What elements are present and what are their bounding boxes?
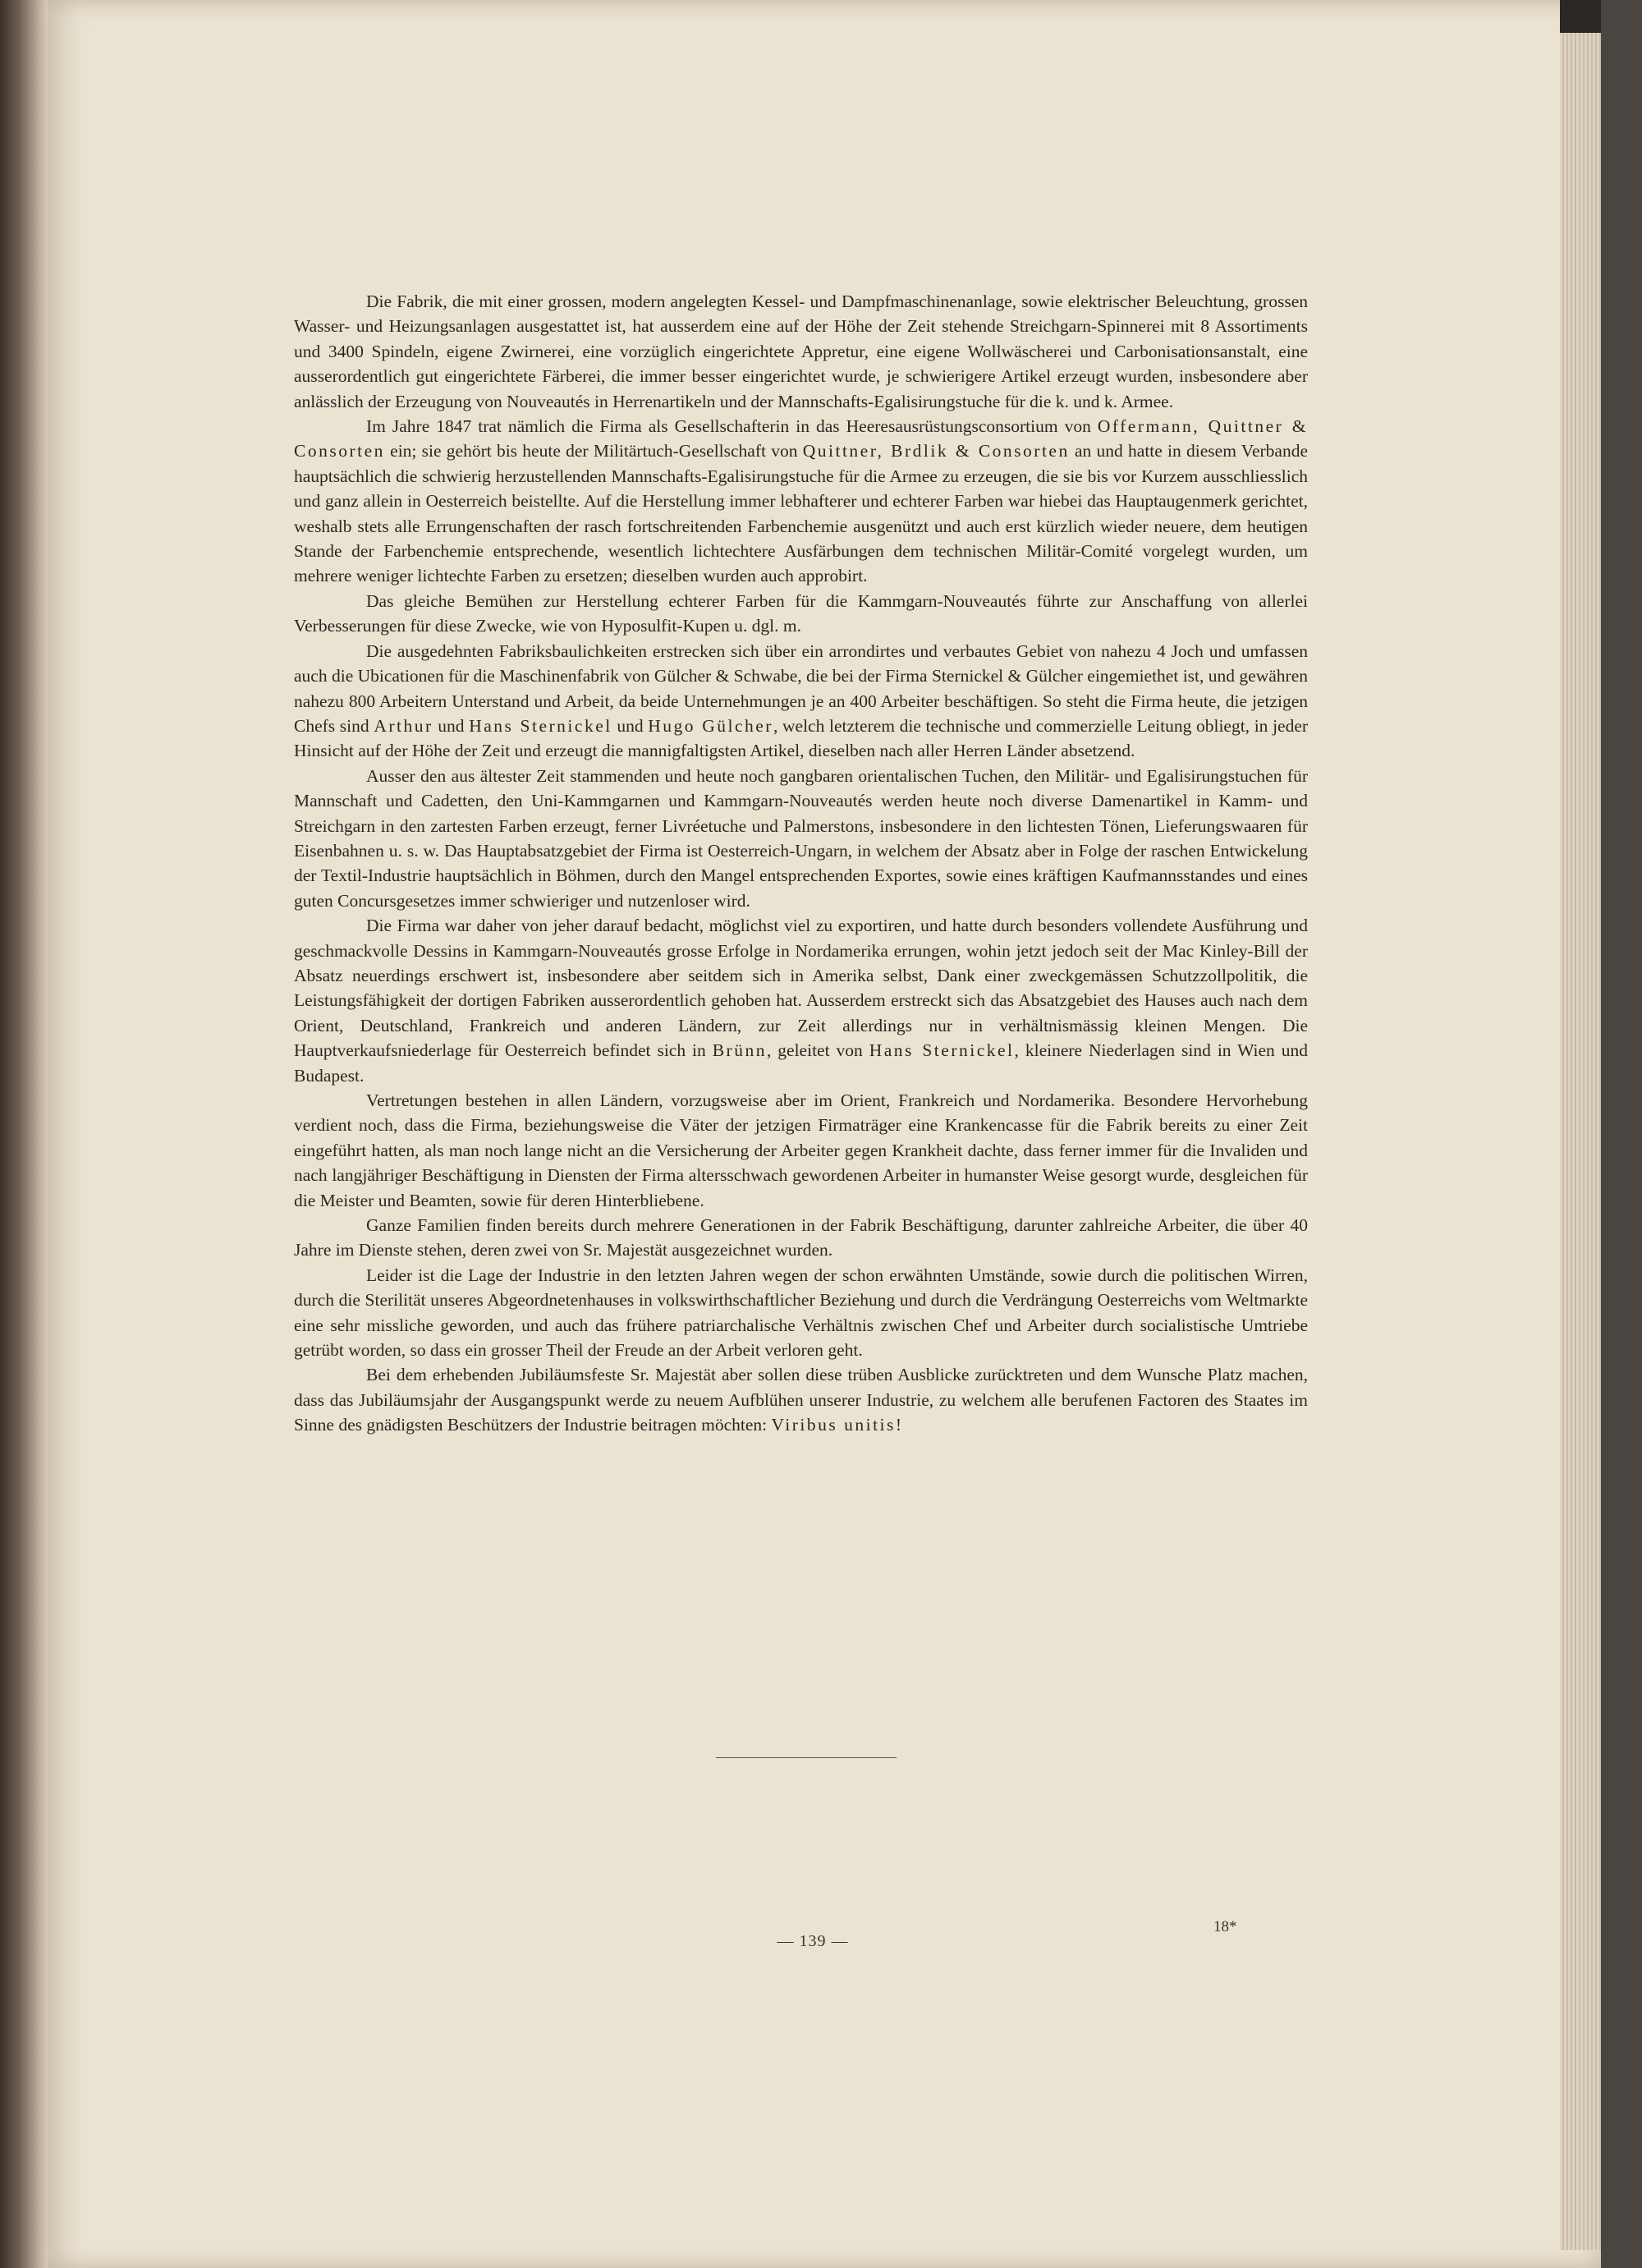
text-run: , welch letzterem die technische und commerzielle Leitung obliegt, in jeder Hinsicht auf der Höhe der Zeit und erzeugt die mannigfaltigsten Artikel, dieselben nach aller Herren Länder absetzend.	[294, 715, 1309, 761]
spaced-name: Hugo Gülcher	[648, 715, 773, 736]
spaced-name: Arthur	[374, 715, 433, 736]
text-run: und	[433, 715, 470, 736]
paragraph	[294, 764, 1308, 913]
text-run: Im Jahre 1847 trat nämlich die Firma als Gesellschafterin in das Heeresausrüstungsconsortium von	[366, 416, 1098, 437]
text-run: ein; sie gehört bis heute der Militärtuch-Gesellschaft von	[384, 441, 803, 461]
spaced-name: Offermann, Quittner & Consorten	[294, 416, 1308, 461]
paragraph	[294, 1213, 1308, 1263]
spaced-name: Quittner, Brdlik & Consorten	[802, 441, 1070, 461]
spaced-name: Viribus unitis!	[771, 1415, 904, 1435]
closing-rule	[716, 1757, 897, 1758]
paragraph	[294, 1263, 1308, 1363]
text-run: Vertretungen bestehen in allen Ländern, vorzugsweise aber im Orient, Frankreich und Nordamerika. Besondere Hervorhebung verdient noch, dass die Firma, beziehungsweise die Väter der jetzigen Firmaträger eine Krankencasse für die Fabrik bereits zu einer Zeit eingeführt hatten, als man noch lange nicht an die Versicherung der Arbeiter gegen Krankheit dachte, dass ferner immer für die Invaliden und nach langjähriger Beschäftigung in Diensten der Firma altersschwach gewordenen Arbeiter in humanster Weise gesorgt wurde, desgleichen für die Meister und Beamten, sowie für deren Hinterbliebene.	[294, 1090, 1308, 1210]
paragraph	[294, 414, 1308, 589]
paragraph	[294, 1088, 1308, 1213]
book-binding	[0, 0, 48, 2268]
text-run: an und hatte in diesem Verbande hauptsächlich die schwierig herzustellenden Mannschafts-Egalisirungstuche für die Armee zu erzeugen, die sie bis vor Kurzem ausschliesslich und ganz allein in Oesterreich beistellte. Auf die Herstellung immer lebhafterer und echterer Farben war hiebei das Hauptaugenmerk gerichtet, weshalb stets alle Errungenschaften der rasch fortschreitenden Farbenchemie ausgenützt und auch erst kürzlich wieder neuere, dem heutigen Stande der Farbenchemie entsprechende, wesentlich lichtechtere Ausfärbungen dem technischen Militär-Comité vorgelegt wurden, um mehrere weniger lichtechte Farben zu ersetzen; dieselben wurden auch approbirt.	[294, 441, 1308, 586]
body-text	[294, 289, 1308, 1438]
text-run: Die Fabrik, die mit einer grossen, modern angelegten Kessel- und Dampfmaschinenanlage, sowie elektrischer Beleuchtung, grossen Wasser- und Heizungsanlagen ausgestattet ist, hat ausserdem eine auf der Höhe der Zeit stehende Streichgarn-Spinnerei mit 8 Assortiments und 3400 Spindeln, eigene Zwirnerei, eine vorzüglich eingerichtete Appretur, eine eigene Wollwäscherei und Carbonisationsanstalt, eine ausserordentlich gut eingerichtete Färberei, die immer besser eingerichtet wurde, je schwierigere Artikel erzeugt wurden, insbesondere aber anlässlich der Erzeugung von Nouveautés in Herrenartikeln und der Mannschafts-Egalisirungstuche für die k. und k. Armee.	[294, 292, 1308, 411]
paragraph	[294, 589, 1308, 639]
page-number: — 139 —	[777, 1932, 849, 1950]
text-run: , geleitet von	[766, 1040, 869, 1061]
text-run: und	[612, 715, 649, 736]
text-run: Das gleiche Bemühen zur Herstellung echterer Farben für die Kammgarn-Nouveautés führte zur Anschaffung von allerlei Verbesserungen für diese Zwecke, wie von Hyposulfit-Kupen u. dgl. m.	[294, 590, 1308, 636]
text-run: Die Firma war daher von jeher darauf bedacht, möglichst viel zu exportiren, und hatte durch besonders vollendete Ausführung und geschmackvolle Dessins in Kammgarn-Nouveautés grosse Erfolge in Nordamerika errungen, wohin jetzt jedoch seit der Mac Kinley-Bill der Absatz neuerdings erschwert ist, insbesondere aber seitdem sich in Amerika selbst, Dank einer zweckgemässen Schutzzollpolitik, die Leistungsfähigkeit der dortigen Fabriken ausserordentlich gehoben hat. Ausserdem erstreckt sich das Absatzgebiet des Hauses auch nach dem Orient, Deutschland, Frankreich und anderen Ländern, zur Zeit allerdings nur in verhältnismässig kleinen Mengen. Die Hauptverkaufsniederlage für Oesterreich befindet sich in	[294, 916, 1308, 1061]
spaced-name: Hans Sternickel	[469, 715, 612, 736]
text-run: Die ausgedehnten Fabriksbaulichkeiten erstrecken sich über ein arrondirtes und verbautes Gebiet von nahezu 4 Joch und umfassen auch die Ubicationen für die Maschinenfabrik von Gülcher & Schwabe, die bei der Firma Sternickel & Gülcher eingemiethet ist, und gewähren nahezu 800 Arbeitern Unterstand und Arbeit, da beide Unternehmungen je an 400 Arbeiter beschäftigen. So steht die Firma heute, die jetzigen Chefs sind	[294, 640, 1308, 736]
text-run: , kleinere Niederlagen sind in Wien und Budapest.	[294, 1040, 1308, 1086]
paragraph	[294, 1362, 1308, 1437]
signature-mark: 18*	[1213, 1918, 1237, 1935]
text-run: Ausser den aus ältester Zeit stammenden und heute noch gangbaren orientalischen Tuchen, den Militär- und Egalisirungstuchen für Mannschaft und Cadetten, den Uni-Kammgarnen und Kammgarn-Nouveautés werden heute noch diverse Damenartikel in Kamm- und Streichgarn in den zartesten Farben erzeugt, ferner Livréetuche und Palmerstons, insbesondere in den lichtesten Tönen, Lieferungswaaren für Eisenbahnen u. s. w. Das Hauptabsatzgebiet der Firma ist Oesterreich-Ungarn, in welchem der Absatz aber in Folge der raschen Entwickelung der Textil-Industrie hauptsächlich in Böhmen, durch den Mangel entsprechenden Exportes, sowie eines kräftigen Kaufmannsstandes und eines guten Concursgesetzes immer schwieriger und nutzenloser wird.	[294, 765, 1308, 911]
text-run: Ganze Familien finden bereits durch mehrere Generationen in der Fabrik Beschäftigung, darunter zahlreiche Arbeiter, die über 40 Jahre im Dienste stehen, deren zwei von Sr. Majestät ausgezeichnet wurden.	[294, 1215, 1308, 1260]
text-run: Bei dem erhebenden Jubiläumsfeste Sr. Majestät aber sollen diese trüben Ausblicke zurücktreten und dem Wunsche Platz machen, dass das Jubiläumsjahr der Ausgangspunkt werde zu neuem Aufblühen unserer Industrie, zu welchem alle berufenen Factoren des Staates im Sinne des gnädigsten Beschützers der Industrie beitragen möchten:	[294, 1365, 1308, 1435]
spaced-name: Brünn	[712, 1040, 767, 1061]
paragraph	[294, 913, 1308, 1088]
spaced-name: Hans Sternickel	[869, 1040, 1015, 1061]
page-edges	[1560, 33, 1601, 2250]
dark-corner	[1560, 0, 1601, 33]
paragraph	[294, 639, 1308, 764]
paragraph	[294, 289, 1308, 414]
text-run: Leider ist die Lage der Industrie in den letzten Jahren wegen der schon erwähnten Umstände, sowie durch die politischen Wirren, durch die Sterilität unseres Abgeordnetenhauses in volkswirthschaftlicher Beziehung und durch die Verdrängung Oesterreichs vom Weltmarkte eine sehr missliche geworden, und auch das frühere patriarchalische Verhältnis zwischen Chef und Arbeiter durch socialistische Umtriebe getrübt worden, so dass ein grosser Theil der Freude an der Arbeit verloren geht.	[294, 1265, 1308, 1361]
